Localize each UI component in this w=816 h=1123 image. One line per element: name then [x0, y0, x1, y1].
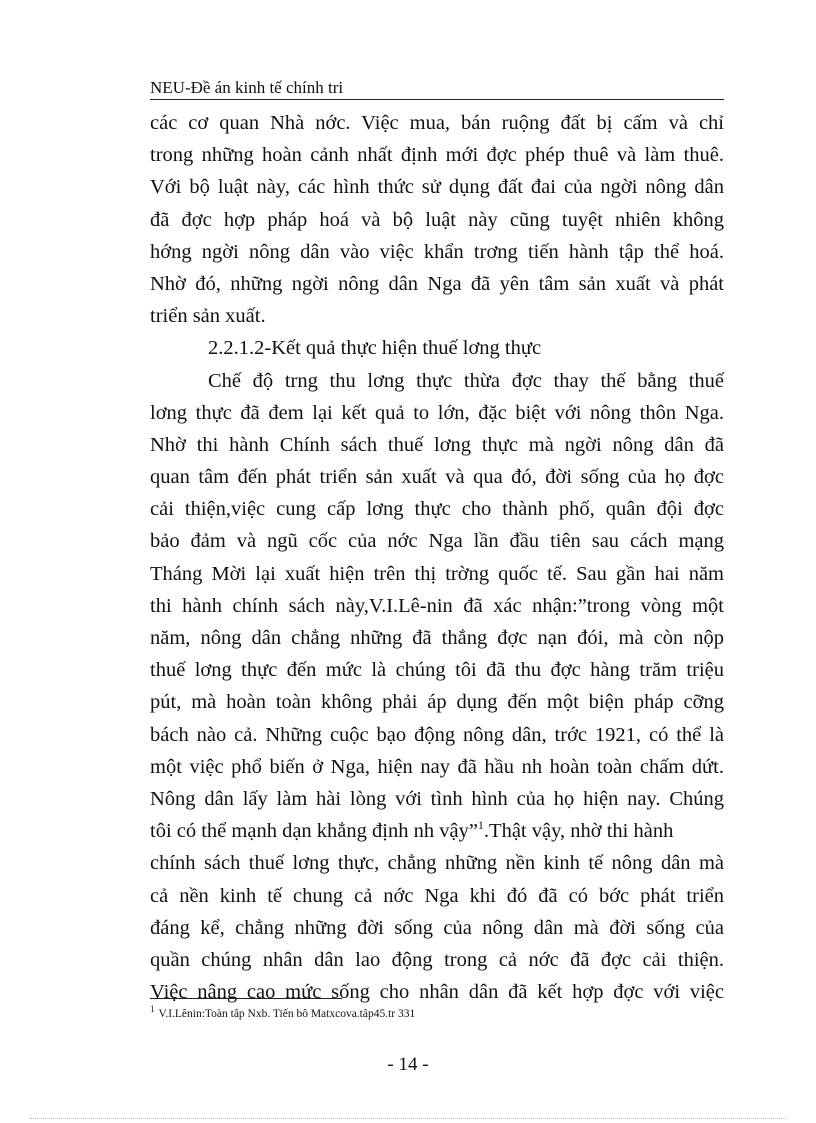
- line-continuation: .Thật vậy, nhờ thi hành: [483, 820, 674, 843]
- text-line: Tháng Mời lại xuất hiện trên thị trờng quốc tế. Sau gần hai năm: [150, 562, 724, 585]
- text-line: lơng thực đã đem lại kết quả to lớn, đặc biệt với nông thôn Nga.: [150, 401, 724, 424]
- page-bottom-edge: [30, 1118, 786, 1119]
- body-text: [150, 107, 724, 1008]
- text-line: cải thiện,việc cung cấp lơng thực cho thành phố, quân đội đợc: [150, 498, 724, 521]
- text-line: các cơ quan Nhà nớc. Việc mua, bán ruộng đất bị cấm và chỉ: [150, 112, 724, 134]
- text-line: thuế lơng thực đến mức là chúng tôi đã thu đợc hàng trăm triệu: [150, 659, 724, 682]
- quote-end-text: tôi có thể mạnh dạn khẳng định nh vậy”: [150, 820, 478, 843]
- running-header: NEU-Đề án kinh tế chính tri: [150, 78, 724, 100]
- text-line: Nông dân lấy làm hài lòng với tình hình của họ hiện nay. Chúng: [150, 787, 724, 810]
- text-line: bảo đảm và ngũ cốc của nớc Nga lần đầu tiên sau cách mạng: [150, 530, 724, 553]
- text-line: Nhờ đó, những ngời nông dân Nga đã yên tâm sản xuất và phát: [150, 272, 724, 295]
- footnote-number: 1: [150, 1004, 155, 1015]
- text-line: [150, 815, 724, 847]
- footnote-reference[interactable]: 1: [477, 818, 484, 833]
- text-line: Việc nâng cao mức sống cho nhân dân đã kết hợp đợc với việc: [150, 981, 724, 1004]
- text-line: năm, nông dân chẳng những đã thắng đợc nạn đói, mà còn nộp: [150, 627, 724, 649]
- footnote-separator: [150, 998, 342, 999]
- text-line: Chế độ trng thu lơng thực thừa đợc thay thế bằng thuế: [208, 369, 724, 392]
- text-line: Nhờ thi hành Chính sách thuế lơng thực mà ngời nông dân đã: [150, 433, 724, 456]
- text-line: trong những hoàn cảnh nhất định mới đợc phép thuê và làm thuê.: [150, 144, 724, 167]
- text-line: quan tâm đến phát triển sản xuất và qua đó, đời sống của họ đợc: [150, 466, 724, 489]
- text-line: thi hành chính sách này,V.I.Lê-nin đã xác nhận:”trong vòng một: [150, 594, 724, 617]
- footnote: [150, 1004, 724, 1021]
- text-line: triển sản xuất.: [150, 305, 266, 328]
- text-line: đã đợc hợp pháp hoá và bộ luật này cũng tuyệt nhiên không: [150, 208, 724, 231]
- text-line: chính sách thuế lơng thực, chẳng những nền kinh tế nông dân mà: [150, 852, 724, 875]
- text-line: cả nền kinh tế chung cả nớc Nga khi đó đã có bớc phát triển: [150, 884, 724, 907]
- page-number: - 14 -: [387, 1054, 429, 1075]
- section-heading: 2.2.1.2-Kết quả thực hiện thuế lơng thực: [208, 337, 542, 360]
- text-line: đáng kể, chẳng những đời sống của nông dân mà đời sống của: [150, 916, 724, 939]
- text-line: hớng ngời nông dân vào việc khẩn trơng tiến hành tập thể hoá.: [150, 240, 724, 263]
- text-line: quần chúng nhân dân lao động trong cả nớc đã đợc cải thiện.: [150, 948, 724, 971]
- text-line: Với bộ luật này, các hình thức sử dụng đất đai của ngời nông dân: [150, 176, 724, 199]
- text-line: một việc phổ biến ở Nga, hiện nay đã hầu nh hoàn toàn chấm dứt.: [150, 755, 724, 778]
- footnote-text: V.I.Lênin:Toàn tâp Nxb. Tiến bô Matxcova.tâp45.tr 331: [158, 1008, 416, 1020]
- text-line: pút, mà hoàn toàn không phải áp dụng đến một biện pháp cỡng: [150, 691, 724, 714]
- text-line: bách nào cả. Những cuộc bạo động nông dân, trớc 1921, có thể là: [150, 723, 724, 746]
